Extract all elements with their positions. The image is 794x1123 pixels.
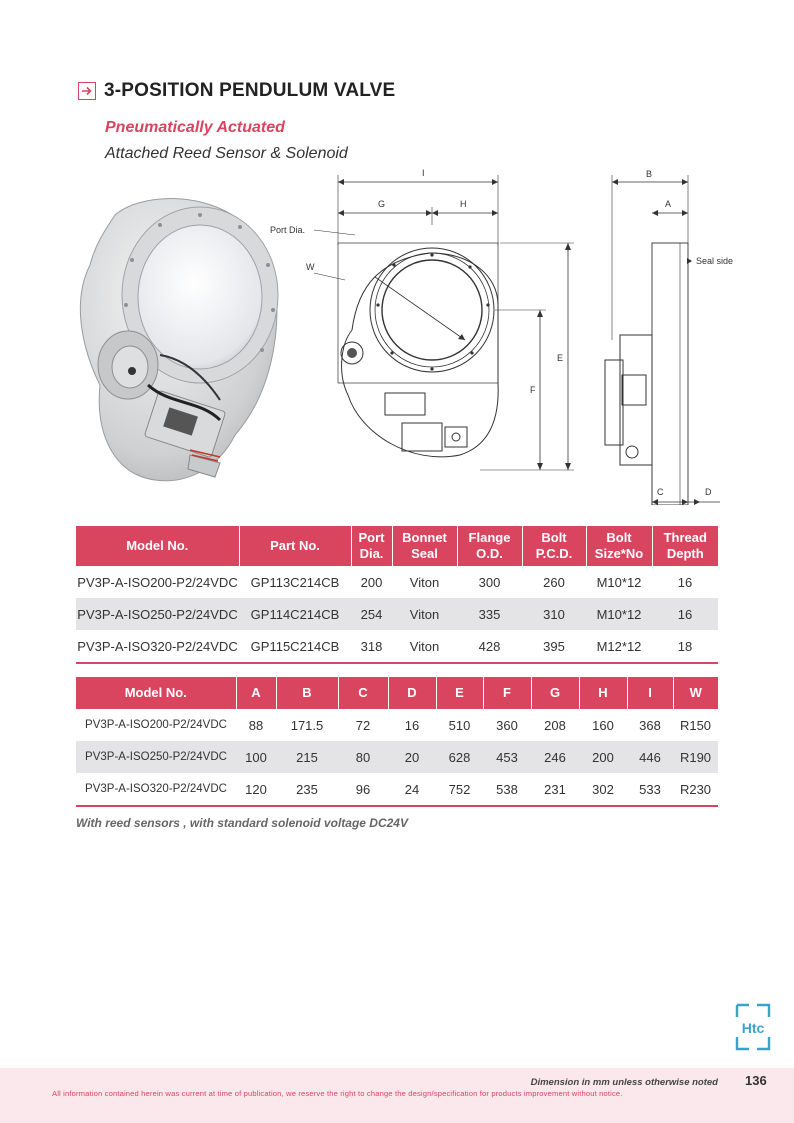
- table-cell: 215: [276, 741, 338, 773]
- label-G: G: [378, 199, 386, 209]
- col-D: D: [388, 677, 436, 709]
- header-text: Bonnet: [402, 530, 447, 545]
- table-cell: PV3P-A-ISO320-P2/24VDC: [77, 638, 238, 654]
- table-row: [76, 598, 718, 630]
- header-text: Depth: [666, 546, 704, 561]
- table-row: [76, 630, 718, 662]
- col-bonnet-seal: [392, 526, 457, 566]
- header-text: P.C.D.: [535, 546, 573, 561]
- table-cell: 160: [592, 717, 614, 733]
- table-cell: 72: [355, 717, 371, 733]
- table-cell: R150: [679, 717, 712, 733]
- label-A: A: [665, 199, 672, 209]
- header-text: Port: [358, 530, 385, 545]
- header-text: Seal: [411, 546, 438, 561]
- htc-logo: [733, 1003, 773, 1051]
- label-B: B: [646, 169, 653, 179]
- dimension-note: Dimension in mm unless otherwise noted: [530, 1077, 718, 1088]
- table-cell: 538: [496, 781, 518, 797]
- table-cell: GP113C214CB: [250, 574, 340, 590]
- label-I: I: [422, 168, 425, 178]
- col-model-no: Model No.: [76, 677, 236, 709]
- col-model-no: [76, 526, 239, 566]
- table-cell: 533: [639, 781, 661, 797]
- table-cell: PV3P-A-ISO200-P2/24VDC: [77, 574, 238, 590]
- table-cell: 300: [478, 574, 501, 590]
- table-cell: PV3P-A-ISO250-P2/24VDC: [76, 598, 239, 630]
- product-subtitle: Pneumatically Actuated: [105, 119, 285, 136]
- table-cell: 310: [522, 598, 586, 630]
- table-cell: 200: [579, 741, 627, 773]
- label-E: E: [557, 353, 564, 363]
- header-text: Bolt: [541, 530, 567, 545]
- table-cell: 428: [478, 638, 501, 654]
- label-D: D: [705, 487, 712, 497]
- label-C: C: [657, 487, 664, 497]
- table-cell: 231: [544, 781, 566, 797]
- col-B: B: [276, 677, 338, 709]
- table-cell: 235: [296, 781, 318, 797]
- col-bolt-size: [586, 526, 652, 566]
- header-text: O.D.: [476, 546, 503, 561]
- table-row: [76, 566, 718, 598]
- table-cell: 335: [457, 598, 522, 630]
- table-cell: 254: [351, 598, 392, 630]
- table-cell: GP114C214CB: [239, 598, 351, 630]
- footnote: With reed sensors , with standard solenoid voltage DC24V: [76, 816, 408, 830]
- header-text: Dia.: [359, 546, 384, 561]
- label-W: W: [306, 262, 315, 272]
- col-port-dia: [351, 526, 392, 566]
- col-H: H: [579, 677, 627, 709]
- page-footer: [0, 1068, 794, 1123]
- table-cell: 200: [360, 574, 383, 590]
- table-cell: 16: [404, 717, 420, 733]
- dimension-drawing: [260, 165, 740, 505]
- product-description: Attached Reed Sensor & Solenoid: [105, 145, 348, 162]
- page-number: 136: [745, 1073, 767, 1088]
- arrow-right-box-icon: [78, 82, 96, 100]
- table-cell: 208: [544, 717, 566, 733]
- page-header: [78, 80, 395, 102]
- table-cell: 453: [483, 741, 531, 773]
- table-cell: R190: [673, 741, 718, 773]
- table-cell: 446: [627, 741, 673, 773]
- table-cell: 368: [639, 717, 661, 733]
- header-text: Size*No: [594, 546, 644, 561]
- table-header-row: [76, 677, 718, 709]
- table-cell: 120: [245, 781, 267, 797]
- col-I: I: [627, 677, 673, 709]
- table-cell: 510: [448, 717, 471, 733]
- table-cell: 318: [360, 638, 383, 654]
- col-C: C: [338, 677, 388, 709]
- table-divider: [76, 662, 718, 664]
- table-cell: M10*12: [586, 598, 652, 630]
- table-cell: PV3P-A-ISO250-P2/24VDC: [76, 741, 236, 773]
- col-flange-od: [457, 526, 522, 566]
- table-cell: 18: [677, 638, 693, 654]
- table-cell: 20: [388, 741, 436, 773]
- col-A: A: [236, 677, 276, 709]
- col-thread-depth: [652, 526, 718, 566]
- table-cell: Viton: [409, 638, 440, 654]
- table-cell: 171.5: [290, 717, 324, 733]
- dimension-table: [76, 677, 718, 805]
- table-cell: PV3P-A-ISO200-P2/24VDC: [85, 719, 227, 731]
- header-text: Model No.: [126, 538, 189, 553]
- col-F: F: [483, 677, 531, 709]
- table-cell: 96: [355, 781, 371, 797]
- label-H: H: [460, 199, 467, 209]
- table-cell: 360: [496, 717, 518, 733]
- table-cell: 24: [404, 781, 420, 797]
- table-cell: 88: [248, 717, 264, 733]
- table-cell: 80: [338, 741, 388, 773]
- table-cell: 752: [448, 781, 471, 797]
- table-cell: 395: [543, 638, 565, 654]
- table-divider: [76, 805, 718, 807]
- table-row: [76, 709, 718, 741]
- table-cell: 302: [592, 781, 614, 797]
- table-cell: GP115C214CB: [250, 638, 340, 654]
- table-cell: 16: [652, 598, 718, 630]
- table-cell: M10*12: [596, 574, 642, 590]
- logo-text: Htc: [741, 1020, 765, 1036]
- table-cell: Viton: [392, 598, 457, 630]
- table-cell: 260: [543, 574, 565, 590]
- table-row: [76, 741, 718, 773]
- header-text: Bolt: [606, 530, 632, 545]
- table-header-row: [76, 526, 718, 566]
- table-cell: 16: [677, 574, 693, 590]
- table-cell: M12*12: [596, 638, 642, 654]
- page-title: 3-POSITION PENDULUM VALVE: [104, 80, 396, 101]
- col-G: G: [531, 677, 579, 709]
- col-bolt-pcd: [522, 526, 586, 566]
- table-cell: 100: [236, 741, 276, 773]
- col-W: W: [673, 677, 718, 709]
- header-text: Flange: [468, 530, 511, 545]
- part-spec-table: [76, 526, 718, 662]
- header-text: Part No.: [270, 538, 320, 553]
- header-text: Thread: [663, 530, 707, 545]
- table-cell: 246: [531, 741, 579, 773]
- label-F: F: [530, 385, 536, 395]
- table-row: [76, 773, 718, 805]
- label-seal-side: Seal side: [696, 256, 734, 266]
- label-port-dia: Port Dia.: [270, 225, 306, 235]
- table-cell: 628: [436, 741, 483, 773]
- valve-photo: [70, 185, 285, 495]
- col-part-no: [239, 526, 351, 566]
- disclaimer: All information contained herein was current at time of publication, we reserve the right to change the design/specification for products improvement without notice.: [52, 1089, 623, 1098]
- table-cell: Viton: [409, 574, 440, 590]
- table-cell: R230: [679, 781, 712, 797]
- table-cell: PV3P-A-ISO320-P2/24VDC: [85, 783, 227, 795]
- col-E: E: [436, 677, 483, 709]
